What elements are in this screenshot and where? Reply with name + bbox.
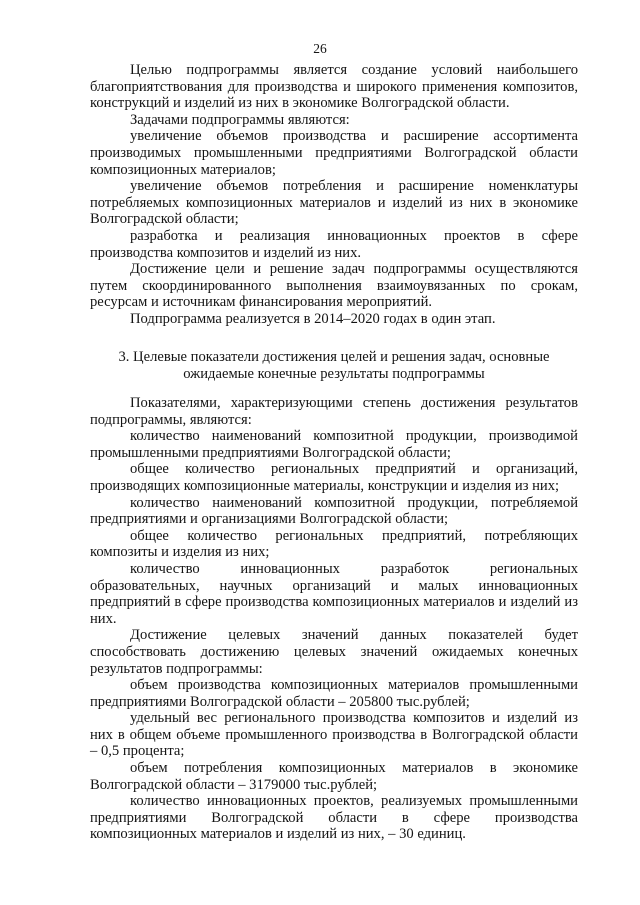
section-indicators bbox=[90, 395, 578, 843]
task-item: увеличение объемов потребления и расширение номенклатуры потребляемых композиционных материалов и изделий из них в экономике Волгоградской области; bbox=[90, 178, 578, 228]
section-heading-line: 3. Целевые показатели достижения целей и решения задач, основные bbox=[118, 349, 550, 365]
tasks-intro: Задачами подпрограммы являются: bbox=[130, 111, 350, 128]
result-item: удельный вес регионального производства композитов и изделий из них в общем объеме промышленного производства в Волгоградской области – 0,5 процента; bbox=[90, 710, 578, 760]
achievement-paragraph: Достижение цели и решение задач подпрограммы осуществляются путем скоординированного выполнения взаимоувязанных по срокам, ресурсам и источникам финансирования мероприятий. bbox=[90, 261, 578, 311]
result-item: объем производства композиционных материалов промышленными предприятиями Волгоградской области – 205800 тыс.рублей; bbox=[90, 677, 578, 710]
results-intro: Достижение целевых значений данных показателей будет способствовать достижению целевых значений ожидаемых конечных результатов подпрограммы: bbox=[90, 627, 578, 677]
indicator-item: количество инновационных разработок региональных образовательных, научных организаций и малых инновационных предприятий в сфере производства композиционных материалов и изделий из них. bbox=[90, 560, 578, 627]
period-paragraph: Подпрограмма реализуется в 2014–2020 годах в один этап. bbox=[130, 310, 496, 327]
task-item: разработка и реализация инновационных проектов в сфере производства композитов и изделий из них. bbox=[90, 227, 578, 261]
indicator-item: общее количество региональных предприятий и организаций, производящих композиционные материалы, конструкции и изделия из них; bbox=[90, 461, 578, 494]
section-goals bbox=[90, 62, 578, 328]
task-item: увеличение объемов производства и расширение ассортимента производимых промышленными предприятиями Волгоградской области композиционных материалов; bbox=[90, 128, 578, 178]
indicators-intro: Показателями, характеризующими степень достижения результатов подпрограммы, являются: bbox=[90, 395, 578, 428]
section-heading-line: ожидаемые конечные результаты подпрограммы bbox=[183, 365, 485, 382]
goal-paragraph: Целью подпрограммы является создание условий наибольшего благоприятствования для производства и широкого применения композитов, конструкций и изделий из них в экономике Волгоградской области. bbox=[90, 62, 578, 112]
indicator-item: количество наименований композитной продукции, производимой промышленными предприятиями Волгоградской области; bbox=[90, 428, 578, 461]
result-item: объем потребления композиционных материалов в экономике Волгоградской области – 3179000 тыс.рублей; bbox=[90, 760, 578, 793]
page-number: 26 bbox=[313, 41, 327, 56]
section-heading bbox=[90, 349, 578, 382]
indicator-item: общее количество региональных предприятий, потребляющих композиты и изделия из них; bbox=[90, 527, 578, 561]
result-item: количество инновационных проектов, реализуемых промышленными предприятиями Волгоградской области в сфере производства композиционных материалов и изделий из них, – 30 единиц. bbox=[90, 793, 578, 843]
indicator-item: количество наименований композитной продукции, потребляемой предприятиями и организациями Волгоградской области; bbox=[90, 494, 578, 528]
